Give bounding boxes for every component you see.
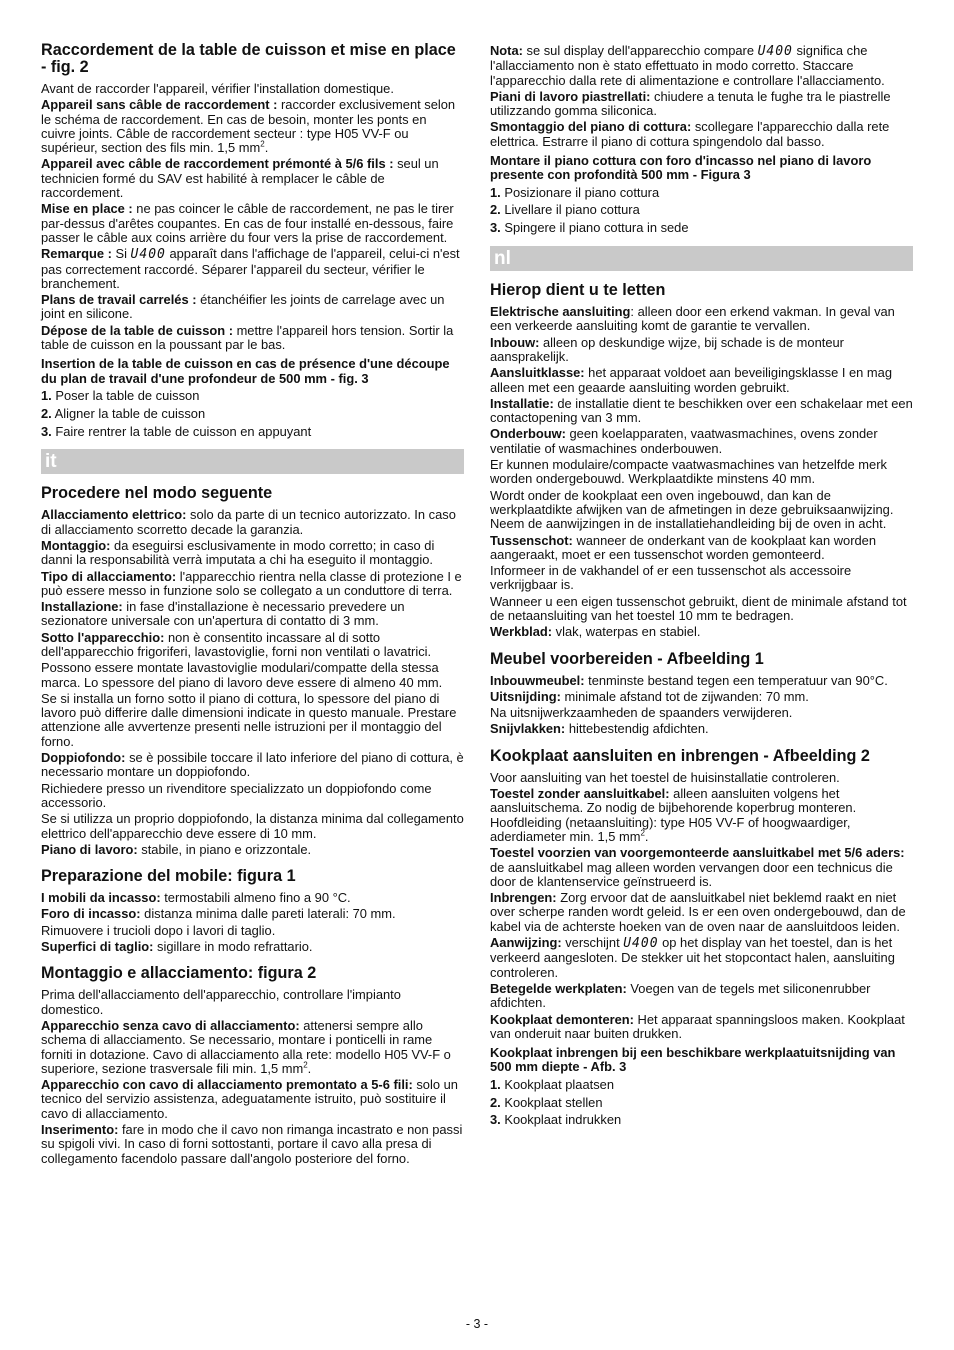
nl-chips: Na uitsnijwerkzaamheden de spaanders verwijderen. bbox=[490, 705, 793, 721]
nl-elec: Elektrische aansluiting: alleen door een erkend vakman. In geval van een verkeerde aansluiting komt de garantie te vervallen. bbox=[490, 304, 895, 334]
it-cabinet: I mobili da incasso: termostabili almeno fino a 90 °C. bbox=[41, 890, 351, 906]
it-insert: Inserimento: fare in modo che il cavo non rimanga incastrato e non passi su spigoli vivi. In caso di forni sottostanti, portare il cavo alla presa di collegamento facendolo passare dall'angolo posteriore del forno. bbox=[41, 1122, 463, 1166]
it-step-3: 3. Spingere il piano cottura in sede bbox=[490, 220, 689, 236]
nl-step-2: 2. Kookplaat stellen bbox=[490, 1094, 603, 1110]
it-no-cable: Apparecchio senza cavo di allacciamento: attenersi sempre allo schema di allacciamento. Se necessario, montare i ponticelli in rame forniti in dotazione. Cavo di allacciamento alla rete: modello H05 VV-F o superiore, sezione trasversale fili min. 1,5 $mm^2$. bbox=[41, 1017, 451, 1076]
it-oven: Se si installa un forno sotto il piano di cottura, lo spessore del piano di lavoro può differire dalle dimensioni indicate in questo manuale. Prestare attenzione alle avvertenze presenti nelle istruzioni per il montaggio del forno. bbox=[41, 690, 457, 749]
nl-heading-connection: Kookplaat aansluiten en inbrengen - Afbeelding 2 bbox=[490, 746, 870, 765]
page-number: - 3 - bbox=[465, 1317, 489, 1331]
it-heading-cabinet: Preparazione del mobile: figura 1 bbox=[41, 867, 296, 886]
fr-no-cable: Appareil sans câble de raccordement : raccorder exclusivement selon le schéma de raccordement. En cas de besoin, monter les ponts en cuivre joints. Câble de raccordement secteur : type H05 VV-F ou supérieur, section des fils min. 1,5 $mm^2$. bbox=[41, 97, 456, 156]
nl-partition: Tussenschot: wanneer de onderkant van de kookplaat kan worden aangeraakt, moet er een tussenschot worden gemonteerd. bbox=[490, 532, 876, 562]
right-column bbox=[490, 44, 913, 1130]
nl-section bbox=[490, 282, 913, 1128]
it-request: Richiedere presso un rivenditore specializzato un doppiofondo come accessorio. bbox=[41, 780, 432, 810]
nl-install: Installatie: de installatie dient te beschikken over een schakelaar met een contactopening van 3 mm. bbox=[490, 395, 913, 426]
nl-oven: Wordt onder de kookplaat een oven ingebouwd, dan kan de werkplaatdikte afwijken van de afmetingen in deze gebruiksaanwijzing. Neem de aanwijzingen in de installatiehandleiding bij de oven in acht. bbox=[490, 487, 894, 532]
error-code-display: U400 bbox=[623, 936, 659, 952]
nl-step-3: 3. Kookplaat indrukken bbox=[490, 1112, 622, 1128]
nl-dishwasher: Er kunnen modulaire/compacte vaatwasmachines van hetzelfde merk worden ondergebouwd. Werkplaatdikte minstens 40 mm. bbox=[490, 457, 887, 487]
it-insertion-heading: Montare il piano cottura con foro d'incasso nel piano di lavoro presente con profondità 500 mm - Figura 3 bbox=[490, 153, 872, 183]
fr-tiled: Plans de travail carrelés : étanchéifier les joints de carrelage avec un joint en silicone. bbox=[41, 292, 445, 322]
nl-with-cable: Toestel voorzien van voorgemonteerde aansluitkabel met 5/6 aders: de aansluitkabel mag alleen worden vervangen door een technicus die door de klantenservice geïnstrueerd is. bbox=[490, 845, 905, 889]
nl-heading-cabinet: Meubel voorbereiden - Afbeelding 1 bbox=[490, 649, 764, 668]
language-bar-nl: nl bbox=[490, 246, 913, 271]
it-hole: Foro di incasso: distanza minima dalle pareti laterali: 70 mm. bbox=[41, 906, 396, 922]
error-code-display: U400 bbox=[757, 44, 793, 59]
it-elec: Allacciamento elettrico: solo da parte di un tecnico autorizzato. In caso di allacciamento scorretto decade la garanzia. bbox=[41, 507, 456, 537]
nl-cut: Uitsnijding: minimale afstand tot de zijwanden: 70 mm. bbox=[490, 688, 809, 704]
nl-note: Aanwijzing: verschijnt U400 op het display van het toestel, dan is het verkeerd aangesloten. De stekker uit het stopcontact halen, aansluiting controleren. bbox=[490, 935, 895, 980]
fr-step-1: 1. Poser la table de cuisson bbox=[41, 387, 200, 403]
nl-insert: Inbrengen: Zorg ervoor dat de aansluitkabel niet beklemd raakt en niet over scherpe randen wordt geleid. Is er een oven ondergebouwd, dan de kabel via de achterste hoeken van de oven naar de aansluitdoos leiden. bbox=[490, 890, 906, 934]
it-heading-procedure: Procedere nel modo seguente bbox=[41, 484, 273, 503]
nl-before: Voor aansluiting van het toestel de huisinstallatie controleren. bbox=[490, 769, 840, 785]
fr-heading: Raccordement de la table de cuisson et mise en place - fig. 2 bbox=[41, 41, 456, 76]
fr-placement: Mise en place : ne pas coincer le câble de raccordement, ne pas le tirer par-dessus d'arêtes coupantes. En cas de four installé en-dessous, faire passer le câble aux coins arrière du four vers la prise de raccordement. bbox=[41, 201, 454, 245]
nl-worktop: Werkblad: vlak, waterpas en stabiel. bbox=[490, 624, 701, 640]
it-with-cable: Apparecchio con cavo di allacciamento premontato a 5-6 fili: solo un tecnico del servizio assistenza, adeguatamente istruito, può sostituire il cavo di allacciamento. bbox=[41, 1077, 458, 1121]
fr-intro: Avant de raccorder l'appareil, vérifier l'installation domestique. bbox=[41, 81, 394, 96]
it-heading-connection: Montaggio e allacciamento: figura 2 bbox=[41, 964, 317, 983]
nl-heading-attention: Hierop dient u te letten bbox=[490, 281, 666, 300]
it-note: Nota: se sul display dell'apparecchio compare U400 significa che l'allacciamento non è stato effettuato in modo corretto. Staccare l'apparecchio dalla rete di alimentazione e controllare l'allacciamento. bbox=[490, 43, 885, 88]
it-section bbox=[41, 485, 464, 1166]
fr-step-2: 2. Aligner la table de cuisson bbox=[41, 405, 206, 421]
fr-removal: Dépose de la table de cuisson : mettre l'appareil hors tension. Sortir la table de cuisson en la poussant par le bas. bbox=[41, 322, 454, 353]
it-dishwasher: Possono essere montate lavastoviglie modulari/compatte della stessa marca. Lo spessore del piano di lavoro deve essere di almeno 40 mm. bbox=[41, 660, 443, 690]
it-chips: Rimuovere i trucioli dopo i lavori di taglio. bbox=[41, 922, 276, 938]
it-step-2: 2. Livellare il piano cottura bbox=[490, 202, 640, 218]
fr-step-3: 3. Faire rentrer la table de cuisson en appuyant bbox=[41, 423, 312, 439]
nl-inform: Informeer in de vakhandel of er een tussenschot als accessoire verkrijgbaar is. bbox=[490, 563, 852, 593]
it-worktop: Piano di lavoro: stabile, in piano e orizzontale. bbox=[41, 841, 312, 857]
it-double: Doppiofondo: se è possibile toccare il lato inferiore del piano di cottura, è necessario montare un doppiofondo. bbox=[41, 750, 464, 780]
it-under: Sotto l'apparecchio: non è consentito incassare al di sotto dell'apparecchio frigoriferi, lavastoviglie, forni non ventilati o lavatrici. bbox=[41, 629, 432, 659]
it-cut: Superfici di taglio: sigillare in modo refrattario. bbox=[41, 939, 313, 955]
nl-class: Aansluitklasse: het apparaat voldoet aan beveiligingsklasse I en mag alleen met een geaarde aansluiting worden gebruikt. bbox=[490, 365, 893, 395]
fr-section bbox=[41, 42, 464, 439]
fr-insertion-heading: Insertion de la table de cuisson en cas de présence d'une découpe du plan de travail d'une profondeur de 500 mm - fig. 3 bbox=[41, 356, 450, 386]
nl-cabinet: Inbouwmeubel: tenminste bestand tegen een temperatuur van 90°C. bbox=[490, 672, 888, 688]
it-removal: Smontaggio del piano di cottura: scollegare l'apparecchio dalla rete elettrica. Estrarre il piano di cottura spingendolo dal basso. bbox=[490, 119, 890, 149]
nl-step-1: 1. Kookplaat plaatsen bbox=[490, 1076, 614, 1092]
nl-under: Onderbouw: geen koelapparaten, vaatwasmachines, ovens zonder ventilatie of wasmachines onderbouwen. bbox=[490, 426, 878, 456]
it-section-continued bbox=[490, 44, 913, 236]
nl-surfaces: Snijvlakken: hittebestendig afdichten. bbox=[490, 721, 709, 737]
nl-removal: Kookplaat demonteren: Het apparaat spanningsloos maken. Kookplaat van onderuit naar buiten drukken. bbox=[490, 1011, 905, 1041]
it-own: Se si utilizza un proprio doppiofondo, la distanza minima dal collegamento elettrico dell'apparecchio deve essere di 10 mm. bbox=[41, 811, 464, 841]
nl-own: Wanneer u een eigen tussenschot gebruikt, dient de minimale afstand tot de netaansluiting van het toestel 10 mm te bedragen. bbox=[490, 593, 907, 623]
nl-insertion-heading: Kookplaat inbrengen bij een beschikbare werkplaatuitsnijding van 500 mm diepte - Afb. 3 bbox=[490, 1045, 896, 1075]
it-step-1: 1. Posizionare il piano cottura bbox=[490, 184, 660, 200]
it-mount: Montaggio: da eseguirsi esclusivamente in modo corretto; in caso di danni la responsabilità verrà imputata a chi ha eseguito il montaggio. bbox=[41, 537, 435, 568]
it-before: Prima dell'allacciamento dell'apparecchio, controllare l'impianto domestico. bbox=[41, 987, 401, 1017]
nl-inbouw: Inbouw: alleen op deskundige wijze, bij schade is de monteur aansprakelijk. bbox=[490, 334, 844, 364]
fr-with-cable: Appareil avec câble de raccordement prémonté à 5/6 fils : seul un technicien formé du SAV est habilité à remplacer le câble de raccordement. bbox=[41, 156, 439, 201]
it-type: Tipo di allacciamento: l'apparecchio rientra nella classe di protezione I e può essere messo in funzione solo se collegato a un conduttore di terra. bbox=[41, 568, 462, 598]
fr-remark: Remarque : Si U400 apparaît dans l'affichage de l'appareil, celui-ci n'est pas correctement raccordé. Séparer l'appareil du secteur, vérifier le branchement. bbox=[41, 246, 460, 291]
language-bar-it: it bbox=[41, 449, 464, 474]
error-code-display: U400 bbox=[130, 247, 166, 263]
it-install: Installazione: in fase d'installazione è necessario prevedere un sezionatore universale con un'apertura di contatto di 3 mm. bbox=[41, 599, 405, 629]
nl-no-cable: Toestel zonder aansluitkabel: alleen aansluiten volgens het aansluitschema. Zo nodig de bijbehorende koperbrug monteren. Hoofdleiding (netaansluiting): type H05 VV-F of hoogwaardiger, aderdiameter min. 1,5 $mm^2$. bbox=[490, 786, 857, 844]
it-tiled: Piani di lavoro piastrellati: chiudere a tenuta le fughe tra le piastrelle utilizzando gomma siliconica. bbox=[490, 88, 891, 119]
nl-tiled: Betegelde werkplaten: Voegen van de tegels met siliconenrubber afdichten. bbox=[490, 980, 871, 1011]
left-column bbox=[41, 42, 464, 1168]
